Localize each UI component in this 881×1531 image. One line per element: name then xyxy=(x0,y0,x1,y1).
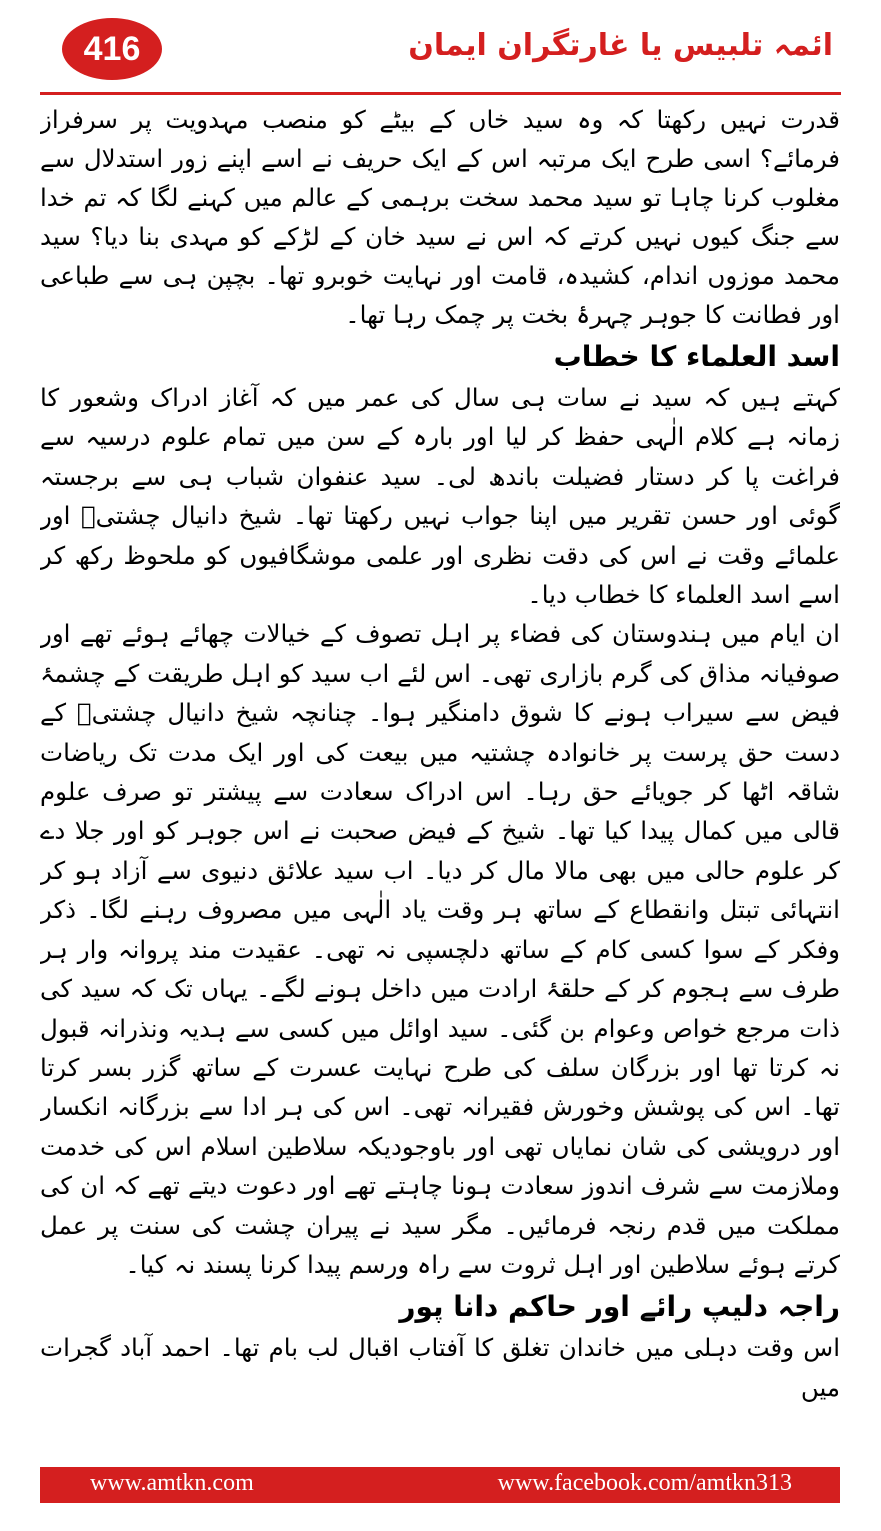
page-footer xyxy=(40,1467,840,1503)
book-title: ائمہ تلبیس یا غارتگران ایمان xyxy=(408,28,833,63)
body-paragraph: اس وقت دہلی میں خاندان تغلق کا آفتاب اقبال لب بام تھا۔ احمد آباد گجرات میں xyxy=(40,1333,840,1402)
facebook-link[interactable]: www.facebook.com/amtkn313 xyxy=(497,1470,792,1496)
page-body xyxy=(40,100,840,1455)
body-paragraph: کہتے ہیں کہ سید نے سات ہی سال کی عمر میں کہ آغاز ادراک وشعور کا زمانہ ہے کلام الٰہی حفظ کر لیا اور بارہ کے سن میں تمام علوم درسیہ سے فراغت پا کر دستار فضیلت باندھ لی۔ سید عنفوان شباب ہی سے برجستہ گوئی اور حسن تقریر میں اپنا جواب نہیں رکھتا تھا۔ شیخ دانیال چشتیؒ اور علمائے وقت نے اس کی دقت نظری اور علمی موشگافیوں کو ملحوظ رکھ کر اسے اسد العلماء کا خطاب دیا۔ xyxy=(40,383,840,610)
header-divider xyxy=(40,92,841,95)
section-heading: اسد العلماء کا خطاب xyxy=(553,340,840,373)
intro-paragraph: قدرت نہیں رکھتا کہ وہ سید خاں کے بیٹے کو منصب مہدویت پر سرفراز فرمائے؟ اسی طرح ایک مرتبہ اس کے ایک حریف نے اسے اپنے زور استدلال سے مغلوب کرنا چاہا تو سید محمد سخت برہمی کے عالم میں کہنے لگا کہ تم خدا سے جنگ کیوں نہیں کرتے کہ اس نے سید خان کے لڑکے کو مہدی بنا دیا؟ سید محمد موزوں اندام، کشیدہ، قامت اور نہایت خوبرو تھا۔ بچپن ہی سے طباعی اور فطانت کا جوہر چہرۂ بخت پر چمک رہا تھا۔ xyxy=(40,105,840,329)
website-link[interactable]: www.amtkn.com xyxy=(90,1470,254,1496)
page-header xyxy=(0,0,881,100)
page-number-badge: 416 xyxy=(62,18,162,80)
body-paragraph: ان ایام میں ہندوستان کی فضاء پر اہل تصوف کے خیالات چھائے ہوئے تھے اور صوفیانہ مذاق کی گرم بازاری تھی۔ اس لئے اب سید کو اہل طریقت کے چشمۂ فیض سے سیراب ہونے کا شوق دامنگیر ہوا۔ چنانچہ شیخ دانیال چشتیؒ کے دست حق پرست پر خانوادہ چشتیہ میں بیعت کی اور ایک مدت تک ریاضات شاقہ اٹھا کر جویائے حق رہا۔ اس ادراک سعادت سے پیشتر تو صرف علوم قالی میں کمال پیدا کیا تھا۔ شیخ کے فیض صحبت نے اس جوہر کو اور جلا دے کر علوم حالی میں بھی مالا مال کر دیا۔ اب سید علائق دنیوی سے آزاد ہو کر انتہائی تبتل وانقطاع کے ساتھ ہر وقت یاد الٰہی میں مصروف رہنے لگا۔ ذکر وفکر کے سوا کسی کام کے ساتھ دلچسپی نہ تھی۔ عقیدت مند پروانہ وار ہر طرف سے ہجوم کر کے حلقۂ ارادت میں داخل ہونے لگے۔ یہاں تک کہ سید کی ذات مرجع خواص وعوام بن گئی۔ سید اوائل میں کسی سے ہدیہ ونذرانہ قبول نہ کرتا تھا اور بزرگان سلف کی طرح نہایت عسرت کے ساتھ گزر بسر کرتا تھا۔ اس کی پوشش وخورش فقیرانہ تھی۔ اس کی ہر ادا سے بزرگانہ انکسار اور درویشی کی شان نمایاں تھی اور باوجودیکہ سلاطین اسلام اس کی خدمت وملازمت سے شرف اندوز سعادت ہونا چاہتے تھے اور دعوت دیتے تھے کہ ان کی مملکت میں قدم رنجہ فرمائیں۔ مگر سید نے پیران چشت کی سنت پر عمل کرتے ہوئے سلاطین اور اہل ثروت سے راہ ورسم پیدا کرنا پسند نہ کیا۔ xyxy=(40,619,840,1279)
section-heading: راجہ دلیپ رائے اور حاکم دانا پور xyxy=(399,1290,840,1324)
